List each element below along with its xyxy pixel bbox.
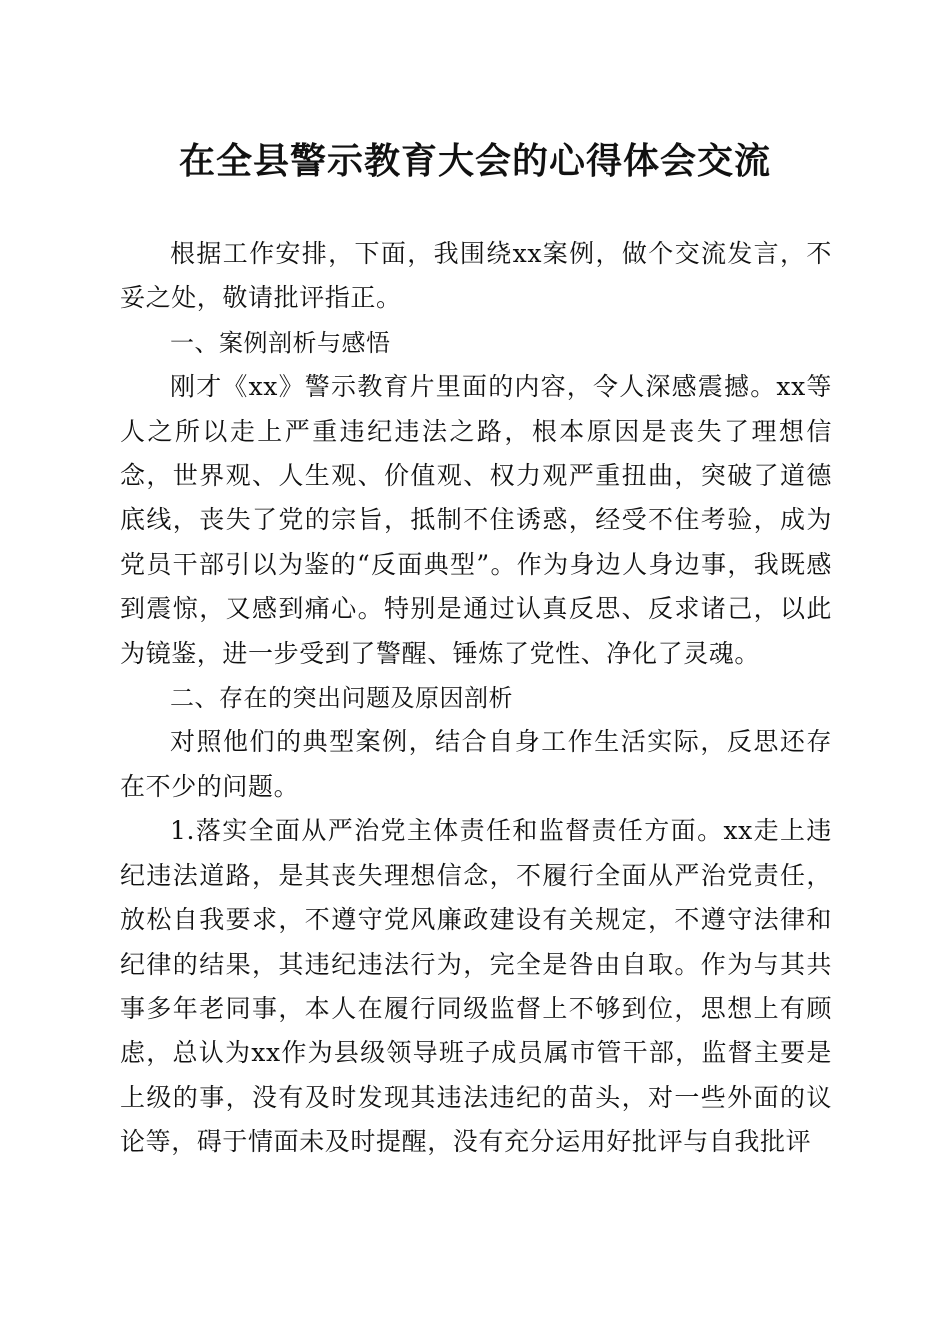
section-2-heading: 二、存在的突出问题及原因剖析	[170, 684, 513, 713]
section-2-paragraph-1: 对照他们的典型案例，结合自身工作生活实际，反思还存在不少的问题。	[120, 727, 832, 801]
section-1-paragraph: 刚才《xx》警示教育片里面的内容，令人深感震撼。xx等人之所以走上严重违纪违法之路，根本原因是丧失了理想信念，世界观、人生观、价值观、权力观严重扭曲，突破了道德底线，丧失了党的宗旨，抵制不住诱惑，经受不住考验，成为党员干部引以为鉴的“反面典型”。作为身边人身边事，我既感到震惊，又感到痛心。特别是通过认真反思、反求诸己，以此为镜鉴，进一步受到了警醒、锤炼了党性、净化了灵魂。	[120, 372, 832, 668]
section-1-heading: 一、案例剖析与感悟	[170, 328, 391, 357]
intro-paragraph: 根据工作安排，下面，我围绕xx案例，做个交流发言，不妥之处，敬请批评指正。	[120, 239, 832, 313]
section-2-paragraph-2: 1.落实全面从严治党主体责任和监督责任方面。xx走上违纪违法道路，是其丧失理想信念，不履行全面从严治党责任，放松自我要求，不遵守党风廉政建设有关规定，不遵守法律和纪律的结果，其违纪违法行为，完全是咎由自取。作为与其共事多年老同事，本人在履行同级监督上不够到位，思想上有顾虑，总认为xx作为县级领导班子成员属市管干部，监督主要是上级的事，没有及时发现其违法违纪的苗头，对一些外面的议论等，碍于情面未及时提醒，没有充分运用好批评与自我批评	[120, 816, 832, 1157]
document-body	[120, 232, 832, 1165]
document-title: 在全县警示教育大会的心得体会交流	[178, 140, 771, 182]
